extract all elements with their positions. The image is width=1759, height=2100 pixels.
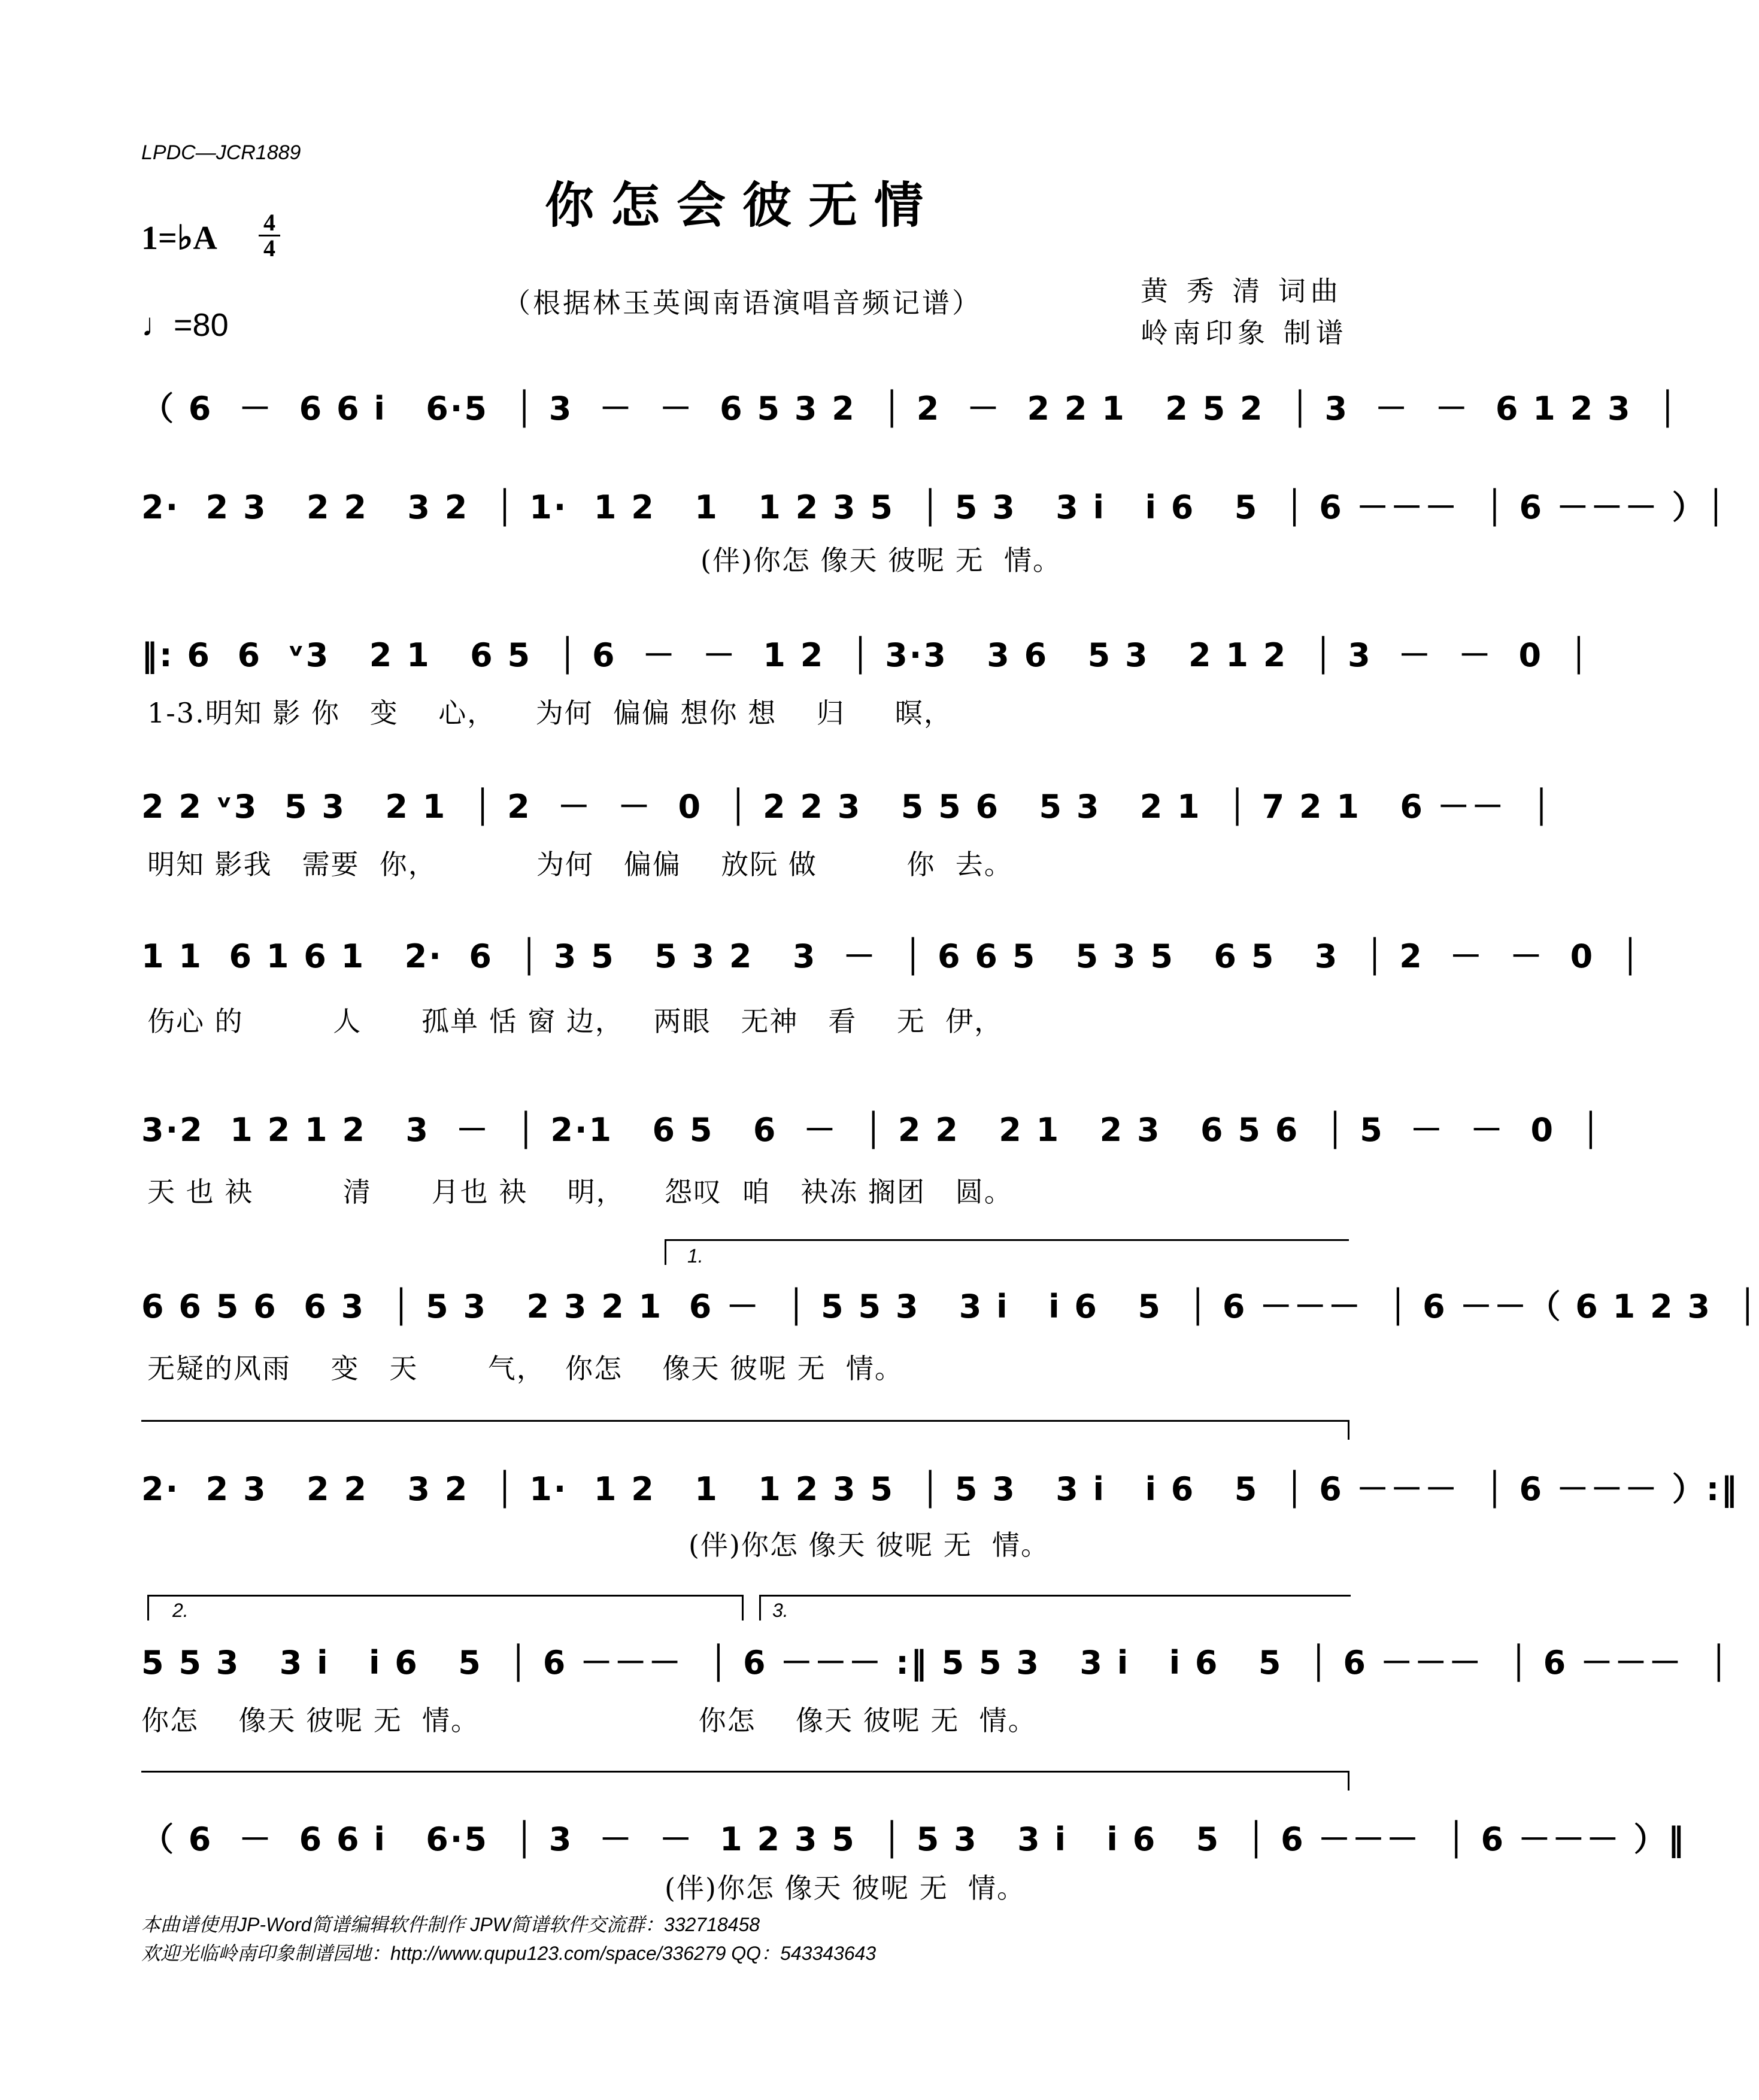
- staff-row-6: 3·2 1 2 1 2 3 － │ 2·1 6 5 6 － │ 2 2 2 1 2 3 6 5 6 │ 5 － － 0 │: [141, 1111, 1603, 1149]
- lyric-row-3: 1-3.明知 影 你 变 心， 为何 偏偏 想你 想 归 暝，: [147, 697, 953, 729]
- staff-row-9: 5 5 3 3 i i 6 5 │ 6 －－－ │ 6 －－－ :‖ 5 5 3 3 i i 6 5 │ 6 －－－ │ 6 －－－ │: [141, 1644, 1731, 1682]
- song-title: 你怎会彼无情: [544, 177, 940, 234]
- score-code: LPDC—JCR1889: [141, 141, 301, 164]
- lyric-row-8: (伴)你怎 像天 彼呢 无 情。: [689, 1529, 1050, 1561]
- volta-bracket-2: [147, 1595, 744, 1620]
- footer-software-line: 本曲谱使用JP-Word简谱编辑软件制作 JPW简谱软件交流群：332718458: [141, 1914, 760, 1935]
- footer-website-line: 欢迎光临岭南印象制谱园地：http://www.qupu123.com/space/336279 QQ：543343643: [141, 1943, 877, 1964]
- staff-row-2: 2· 2 3 2 2 3 2 │ 1· 1 2 1 1 2 3 5 │ 5 3 3 i i 6 5 │ 6 －－－ │ 6 －－－ ）│: [141, 488, 1728, 526]
- composer-credit: 黄 秀 清 词曲: [1141, 275, 1343, 307]
- lyric-row-6: 天 也 袂 清 月也 袂 明， 怨叹 咱 袂冻 搁团 圆。: [147, 1176, 1013, 1208]
- staff-row-4: 2 2 ᵛ3 5 3 2 1 │ 2 － － 0 │ 2 2 3 5 5 6 5 3 2 1 │ 7 2 1 6 －－ │: [141, 788, 1553, 826]
- volta-bracket-3: [759, 1595, 1351, 1620]
- source-note: （根据林玉英闽南语演唱音频记谱）: [503, 287, 982, 319]
- time-signature-top: 4: [263, 209, 275, 236]
- lyric-row-4: 明知 影我 需要 你， 为何 偏偏 放阮 做 你 去。: [147, 848, 1013, 881]
- tempo-mark: ♩=80: [141, 307, 229, 343]
- volta-label-2: 2.: [172, 1600, 189, 1621]
- volta-bracket-continuation: [141, 1420, 1349, 1440]
- staff-row-8: 2· 2 3 2 2 3 2 │ 1· 1 2 1 1 2 3 5 │ 5 3 3 i i 6 5 │ 6 －－－ │ 6 －－－ ）:‖: [141, 1470, 1739, 1508]
- staff-row-3: ‖: 6 6 ᵛ3 2 1 6 5 │ 6 － － 1 2 │ 3·3 3 6 5 3 2 1 2 │ 3 － － 0 │: [141, 636, 1591, 674]
- lyric-row-2: (伴)你怎 像天 彼呢 无 情。: [700, 544, 1062, 576]
- lyric-row-10: (伴)你怎 像天 彼呢 无 情。: [665, 1872, 1026, 1904]
- volta-bracket-1: [665, 1239, 1349, 1265]
- volta-label-3: 3.: [772, 1600, 788, 1621]
- volta-bracket-end: [141, 1771, 1349, 1791]
- lyric-row-9: 你怎 像天 彼呢 无 情。 你怎 像天 彼呢 无 情。: [141, 1704, 1037, 1737]
- arranger-credit: 岭南印象 制谱: [1141, 317, 1348, 349]
- staff-row-5: 1 1 6 1 6 1 2· 6 │ 3 5 5 3 2 3 － │ 6 6 5 5 3 5 6 5 3 │ 2 － － 0 │: [141, 937, 1642, 975]
- time-signature: [259, 211, 280, 260]
- lyric-row-5: 伤心 的 人 孤单 恬 窗 边， 两眼 无神 看 无 伊，: [147, 1005, 1003, 1037]
- staff-row-10: （ 6 － 6 6 i 6·5 │ 3 － － 1 2 3 5 │ 5 3 3 i i 6 5 │ 6 －－－ │ 6 －－－ ）‖: [141, 1820, 1686, 1858]
- staff-row-7: 6 6 5 6 6 3 │ 5 3 2 3 2 1 6 － │ 5 5 3 3 i i 6 5 │ 6 －－－ │ 6 －－（ 6 1 2 3 │: [141, 1288, 1759, 1325]
- lyric-row-7: 无疑的风雨 变 天 气， 你怎 像天 彼呢 无 情。: [147, 1352, 903, 1385]
- time-signature-bottom: 4: [263, 235, 275, 262]
- staff-row-1: （ 6 － 6 6 i 6·5 │ 3 － － 6 5 3 2 │ 2 － 2 2 1 2 5 2 │ 3 － － 6 1 2 3 │: [141, 390, 1679, 427]
- volta-label-1: 1.: [687, 1245, 703, 1267]
- key-signature: 1=♭A: [141, 220, 217, 257]
